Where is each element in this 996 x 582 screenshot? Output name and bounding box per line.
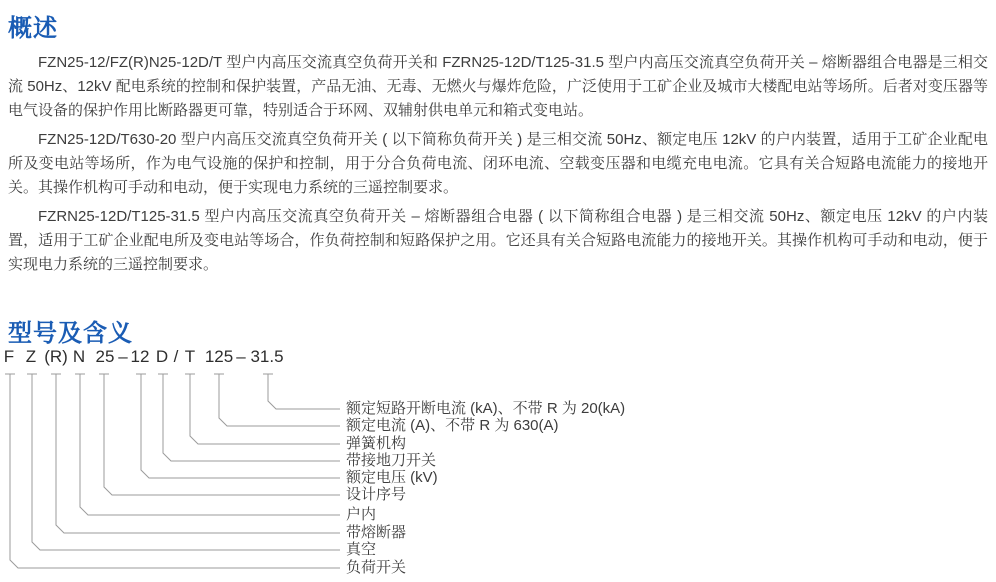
model-symbol: 12 <box>130 347 150 366</box>
model-symbol: T <box>184 347 196 366</box>
legend-label: 设计序号 <box>346 486 407 503</box>
overview-heading: 概述 <box>8 15 58 42</box>
legend-label: 负荷开关 <box>346 559 407 576</box>
model-symbol: – <box>118 347 128 366</box>
legend-line <box>51 374 340 533</box>
model-symbol: F <box>3 347 15 366</box>
legend-label: 户内 <box>346 506 377 523</box>
paragraph: FZN25-12/FZ(R)N25-12D/T 型户内高压交流真空负荷开关和 FZRN25-12D/T125-31.5 型户内高压交流真空负荷开关 – 熔断器组合电器是三相交流 50Hz、12kV 配电系统的控制和保护装置，产品无油、无毒、无燃火与爆炸危险，广泛使用于工矿企业及城市大楼配电站等场所。后者对变压器等电气设备的保护作用比断路器更可靠，特别适合于环网、双辅射供电单元和箱式变电站。 <box>8 54 988 119</box>
model-symbol: D <box>155 347 169 366</box>
legend-line <box>214 374 340 426</box>
model-symbol: N <box>72 347 86 366</box>
model-section-heading: 型号及含义 <box>8 320 133 347</box>
model-symbol: – <box>236 347 246 366</box>
legend-label: 弹簧机构 <box>346 435 407 452</box>
legend-line <box>5 374 340 568</box>
legend-line <box>27 374 340 550</box>
model-symbol: Z <box>25 347 37 366</box>
legend-line <box>263 374 340 409</box>
model-symbol: 25 <box>95 347 115 366</box>
legend-label: 真空 <box>346 541 377 558</box>
model-symbol: / <box>173 347 179 366</box>
model-symbol: 125 <box>204 347 234 366</box>
legend-label: 带接地刀开关 <box>346 452 437 469</box>
legend-label: 额定电流 (A)、不带 R 为 630(A) <box>346 417 559 434</box>
model-symbol: 31.5 <box>250 347 284 366</box>
legend-label: 额定电压 (kV) <box>346 469 438 486</box>
legend-label: 带熔断器 <box>346 524 407 541</box>
model-symbol: (R) <box>44 347 68 366</box>
legend-label: 额定短路开断电流 (kA)、不带 R 为 20(kA) <box>346 400 626 417</box>
legend-line <box>158 374 340 461</box>
paragraph: FZN25-12D/T630-20 型户内高压交流真空负荷开关 ( 以下简称负荷开关 ) 是三相交流 50Hz、额定电压 12kV 的户内装置，适用于工矿企业配电所及变电站等场所，作为电气设施的保护和控制，用于分合负荷电流、闭环电流、空载变压器和电缆充电电流。它具有关合短路电流能力的接地开关。其操作机构可手动和电动，便于实现电力系统的三遥控制要求。 <box>8 131 988 196</box>
paragraph: FZRN25-12D/T125-31.5 型户内高压交流真空负荷开关 – 熔断器组合电器 ( 以下简称组合电器 ) 是三相交流 50Hz、额定电压 12kV 的户内装置，适用于工矿企业配电所及变电站等场合，作负荷控制和短路保护之用。它还具有关合短路电流能力的接地开关。其操作机构可手动和电动，便于实现电力系统的三遥控制要求。 <box>8 208 988 273</box>
